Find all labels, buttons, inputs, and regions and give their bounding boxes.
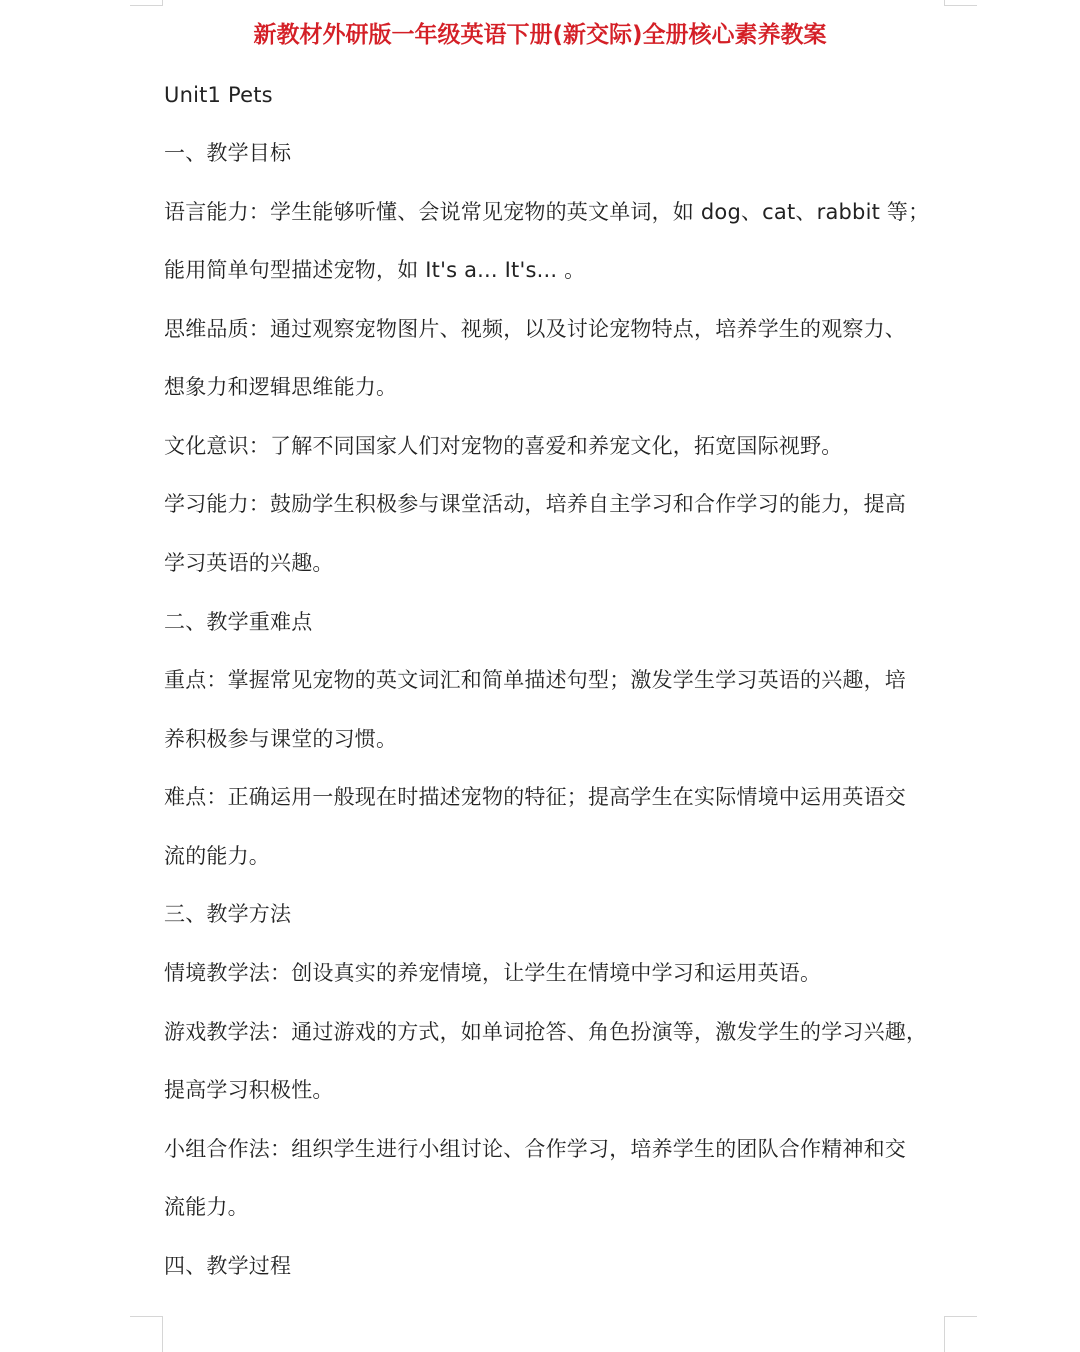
paragraph-line: 情境教学法：创设真实的养宠情境，让学生在情境中学习和运用英语。: [164, 961, 822, 985]
crop-mark-bottom-left: [130, 1316, 163, 1352]
paragraph-line: 小组合作法：组织学生进行小组讨论、合作学习，培养学生的团队合作精神和交: [164, 1137, 906, 1161]
paragraph-line: 游戏教学法：通过游戏的方式，如单词抢答、角色扮演等，激发学生的学习兴趣，: [164, 1020, 928, 1044]
paragraph-line: 能用简单句型描述宠物，如 It's a... It's... 。: [164, 258, 586, 282]
section-heading-key-points: 二、教学重难点: [164, 610, 313, 634]
paragraph-line: 学习能力：鼓励学生积极参与课堂活动，培养自主学习和合作学习的能力，提高: [164, 492, 906, 516]
paragraph-line: 语言能力：学生能够听懂、会说常见宠物的英文单词，如 dog、cat、rabbit 等；: [164, 200, 930, 224]
paragraph-line: 提高学习积极性。: [164, 1078, 334, 1102]
paragraph-line: 流能力。: [164, 1195, 249, 1219]
unit-heading: Unit1 Pets: [164, 83, 273, 107]
paragraph-line: 流的能力。: [164, 844, 270, 868]
paragraph-line: 养积极参与课堂的习惯。: [164, 727, 398, 751]
crop-mark-bottom-right: [944, 1316, 977, 1352]
paragraph-line: 重点：掌握常见宠物的英文词汇和简单描述句型；激发学生学习英语的兴趣，培: [164, 668, 906, 692]
document-title: 新教材外研版一年级英语下册(新交际)全册核心素养教案: [253, 22, 827, 48]
paragraph-line: 学习英语的兴趣。: [164, 551, 334, 575]
paragraph-line: 文化意识：了解不同国家人们对宠物的喜爱和养宠文化，拓宽国际视野。: [164, 434, 843, 458]
section-heading-methods: 三、教学方法: [164, 902, 292, 926]
paragraph-line: 难点：正确运用一般现在时描述宠物的特征；提高学生在实际情境中运用英语交: [164, 785, 906, 809]
paragraph-line: 想象力和逻辑思维能力。: [164, 375, 398, 399]
crop-mark-top-right: [944, 0, 977, 6]
section-heading-process: 四、教学过程: [164, 1254, 292, 1278]
paragraph-line: 思维品质：通过观察宠物图片、视频，以及讨论宠物特点，培养学生的观察力、: [164, 317, 906, 341]
crop-mark-top-left: [130, 0, 163, 6]
section-heading-goals: 一、教学目标: [164, 141, 292, 165]
